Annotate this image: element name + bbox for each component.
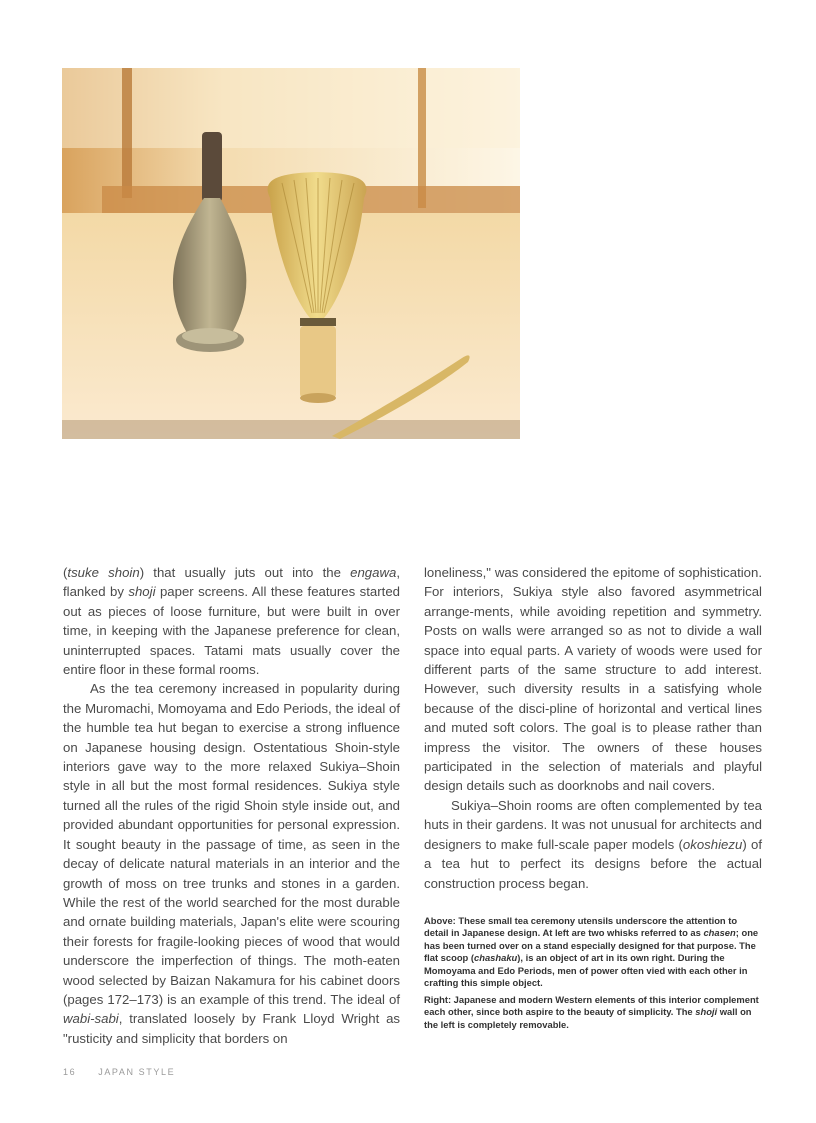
text-run: (: [63, 565, 68, 580]
term-engawa: engawa: [350, 565, 397, 580]
term-tsuke-shoin: tsuke shoin: [67, 565, 140, 580]
text-run: paper screens. All these features started out as pieces of loose furniture, but were built in over time, in keeping with the Japanese preference for clean, uninterrupted spaces. Tatami mats usually cover the entire floor in these formal rooms.: [63, 584, 400, 678]
text-run: Above: These small tea ceremony utensils underscore the attention to detail in Japanese design. At left are two whisks referred to as: [424, 915, 738, 939]
term-shoji: shoji: [128, 584, 156, 600]
tea-utensils-illustration: [62, 68, 520, 439]
text-run: wall on the left is completely removable.: [424, 1006, 752, 1030]
left-paragraph-1: [63, 563, 400, 679]
text-run: As the tea ceremony increased in popularity during the Muromachi, Momoyama and Edo Periods, the ideal of the humble tea hut began to exercise a strong influence on Japanese housing design. Ostentatious Shoin-style interiors gave way to the more relaxed Sukiya–Shoin style in all but the most formal residences. Sukiya style turned all the rules of the rigid Shoin style inside out, and provided abundant opportunities for personal expression. It sought beauty in the passage of time, as seen in the decay of delicate natural materials in an interior and the growth of moss on tree trunks and stones in a garden. While the rest of the world searched for the most durable and ornate building materials, Japan's elite were scouring their forests for fragile-looking pieces of wood that would underscore the imperfection of things. The moth-eaten wood selected by Baizan Nakamura for his cabinet doors (pages 172–173) is an example of this trend. The ideal of: [63, 681, 400, 1007]
right-text-column: [424, 563, 762, 893]
page-number: 16: [63, 1067, 77, 1077]
left-paragraph-2: [63, 679, 400, 1048]
caption-right: [424, 994, 764, 1031]
term-chasen: chasen: [703, 927, 736, 939]
term-okoshiezu: okoshiezu: [682, 836, 743, 852]
term-chashaku: chashaku: [474, 952, 518, 964]
caption-above: [424, 915, 764, 989]
text-run: ) that usually juts out into the: [139, 565, 351, 580]
running-head: JAPAN STYLE: [98, 1067, 176, 1077]
right-paragraph-1: loneliness," was considered the epitome of sophistication. For interiors, Sukiya style also favored asymmetrical arrange-ments, while avoiding repetition and symmetry. Posts on walls were arranged so as not to divide a wall space into equal parts. A variety of woods were used for different parts of the same structure to add interest. However, such diversity results in a satisfying whole because of the disci-pline of horizontal and vertical lines and muted soft colors. The goal is to please rather than impress the visitor. The owners of these houses participated in the selection of materials and playful design details such as doorknobs and nail covers.: [424, 565, 762, 794]
text-run: ; one has been turned over on a stand especially designed for that purpose. The flat scoop (: [424, 927, 759, 964]
photo-tea-whisks: [62, 68, 520, 439]
term-shoji: shoji: [695, 1006, 718, 1018]
text-run: , translated loosely by Frank Lloyd Wright as "rusticity and simplicity that borders on: [63, 1011, 400, 1046]
term-wabi-sabi: wabi-sabi: [63, 1011, 119, 1027]
right-paragraph-2: [424, 796, 762, 893]
text-run: Right: Japanese and modern Western elements of this interior complement each other, since both aspire to the beauty of simplicity. The: [424, 994, 759, 1018]
text-run: ) of a tea hut to perfect its designs before the actual construction process began.: [424, 836, 763, 891]
left-text-column: [63, 563, 400, 1048]
text-run: Sukiya–Shoin rooms are often complemented by tea huts in their gardens. It was not unusual for architects and designers to make full-scale paper models (: [424, 797, 762, 852]
text-run: ), is an object of art in its own right. During the Momoyama and Edo Periods, men of power often vied with each other in crafting this simple object.: [424, 952, 748, 989]
page-footer: [63, 1067, 175, 1077]
text-run: , flanked by: [63, 565, 400, 600]
